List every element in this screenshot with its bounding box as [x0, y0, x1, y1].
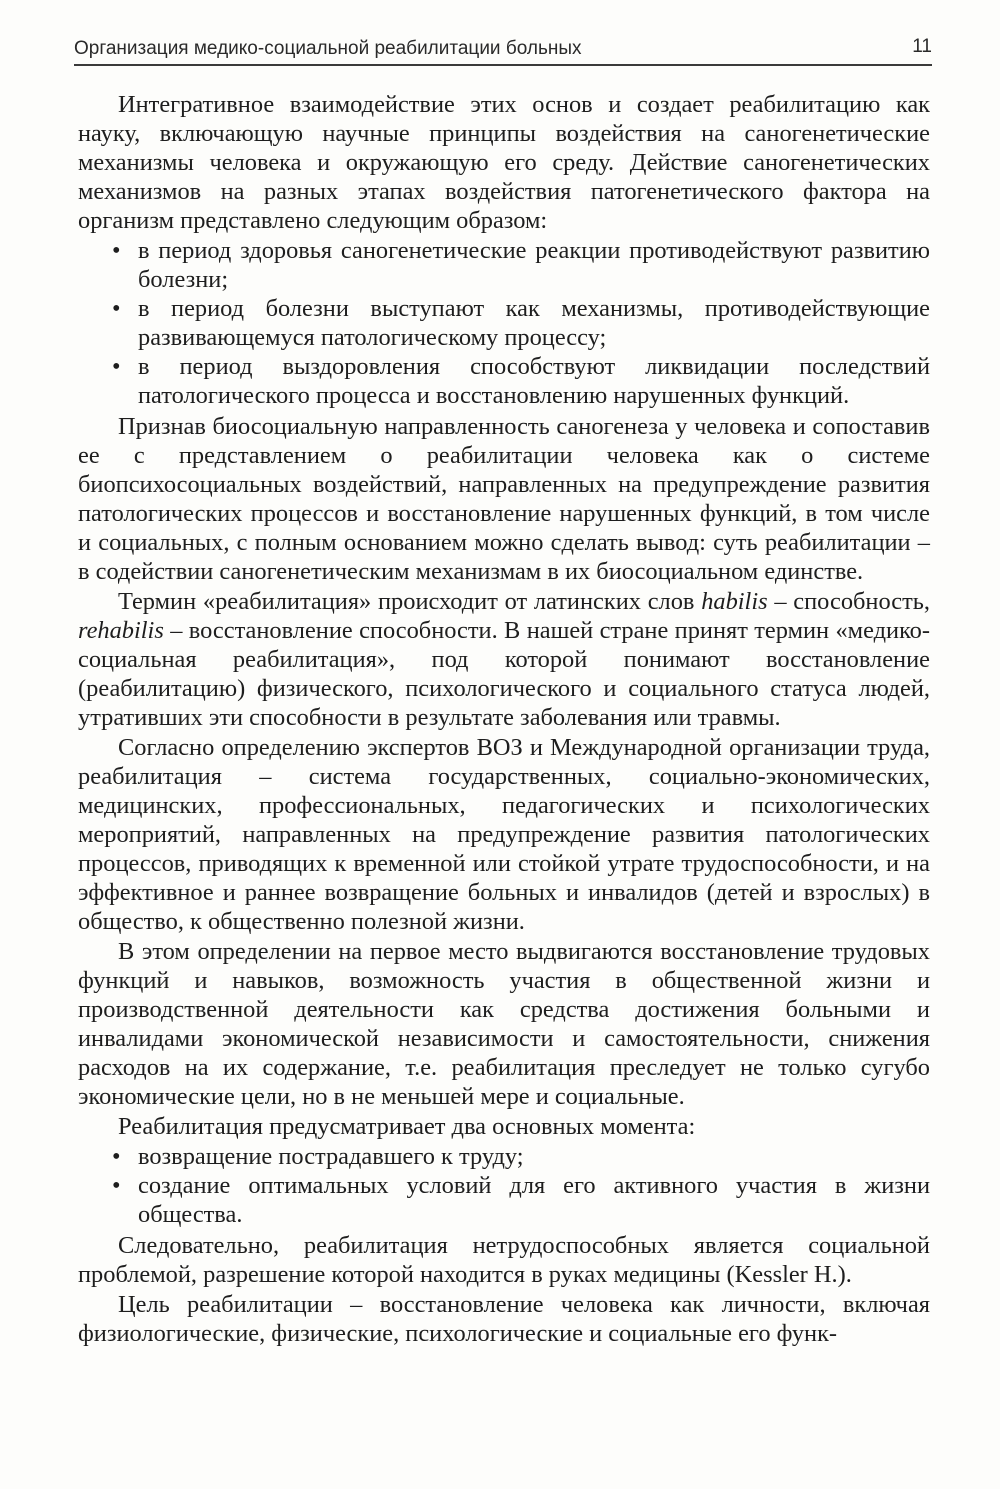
paragraph-who-definition: Согласно определению экспертов ВОЗ и Международной организации труда, реабилитация – система государственных, социально-экономических, медицинских, профессиональных, педагогических и психологических мероприятий, направленных на предупреждение развития патологических процессов, приводящих к временной или стойкой утрате трудоспособности, и на эффективное и раннее возвращение больных и инвалидов (детей и взрослых) в общество, к общественно полезной жизни. — [78, 734, 930, 935]
bullet-icon: • — [112, 1172, 121, 1199]
paragraph-definition-priorities: В этом определении на первое место выдвигаются восстановление трудовых функций и навыков, возможность участия в общественной жизни и производственной деятельности как средства достижения больными и инвалидами экономической независимости и самостоятельности, снижения расходов на их содержание, т.е. реабилитация преследует не только сугубо экономические цели, но в не меньшей мере и социальные. — [78, 938, 930, 1110]
list-item: • в период выздоровления способствуют ликвидации последствий патологического процесса и восстановлению нарушенных функций. — [112, 353, 930, 409]
bullet-icon: • — [112, 353, 121, 380]
running-header — [74, 32, 932, 60]
list-item: • возвращение пострадавшего к труду; — [112, 1143, 524, 1170]
paragraph-two-moments: Реабилитация предусматривает два основных момента: — [118, 1113, 696, 1140]
rehabilitation-moments-list — [78, 1142, 930, 1229]
page-body — [78, 90, 930, 1349]
list-item: • в период здоровья саногенетические реакции противодействуют развитию болезни; — [112, 237, 930, 293]
paragraph-integrative: Интегративное взаимодействие этих основ и создает реабилитацию как науку, включающую научные принципы воздействия на саногенетические механизмы человека и окружающую его среду. Действие саногенетических механизмов на разных этапах воздействия патогенетического фактора на организм представлено следующим образом: — [78, 91, 930, 234]
running-header-title: Организация медико-социальной реабилитации больных — [74, 38, 582, 59]
paragraph-term-origin: Термин «реабилитация» происходит от латинских слов habilis – способность, rehabilis – восстановление способности. В нашей стране принят термин «медико-социальная реабилитация», под которой понимают восстановление (реабилитацию) физического, психологического и социального статуса людей, утративших эти способности в результате заболевания или травмы. — [78, 588, 930, 731]
bullet-icon: • — [112, 237, 121, 264]
latin-term-rehabilis: rehabilis — [78, 617, 164, 644]
paragraph-biosocial: Признав биосоциальную направленность саногенеза у человека и сопоставив ее с представлением о реабилитации человека как о системе биопсихосоциальных воздействий, направленных на предупреждение развития патологических процессов и восстановление нарушенных функций, в том числе и социальных, с полным основанием можно сделать вывод: суть реабилитации – в содействии саногенетическим механизмам в их биосоциальном единстве. — [78, 413, 930, 585]
list-item: • в период болезни выступают как механизмы, противодействующие развивающемуся патологическому процессу; — [112, 295, 930, 351]
list-item: • создание оптимальных условий для его активного участия в жизни общества. — [112, 1172, 930, 1228]
paragraph-rehabilitation-goal: Цель реабилитации – восстановление человека как личности, включая физиологические, физические, психологические и социальные его функ- — [78, 1291, 930, 1347]
page-number: 11 — [912, 36, 932, 57]
bullet-icon: • — [112, 1143, 121, 1170]
paragraph-social-problem: Следовательно, реабилитация нетрудоспособных является социальной проблемой, разрешение которой находится в руках медицины (Kessler H.). — [78, 1232, 930, 1288]
header-rule — [74, 64, 932, 66]
sanogenetic-periods-list — [78, 236, 930, 410]
latin-term-habilis: habilis — [701, 588, 768, 615]
bullet-icon: • — [112, 295, 121, 322]
